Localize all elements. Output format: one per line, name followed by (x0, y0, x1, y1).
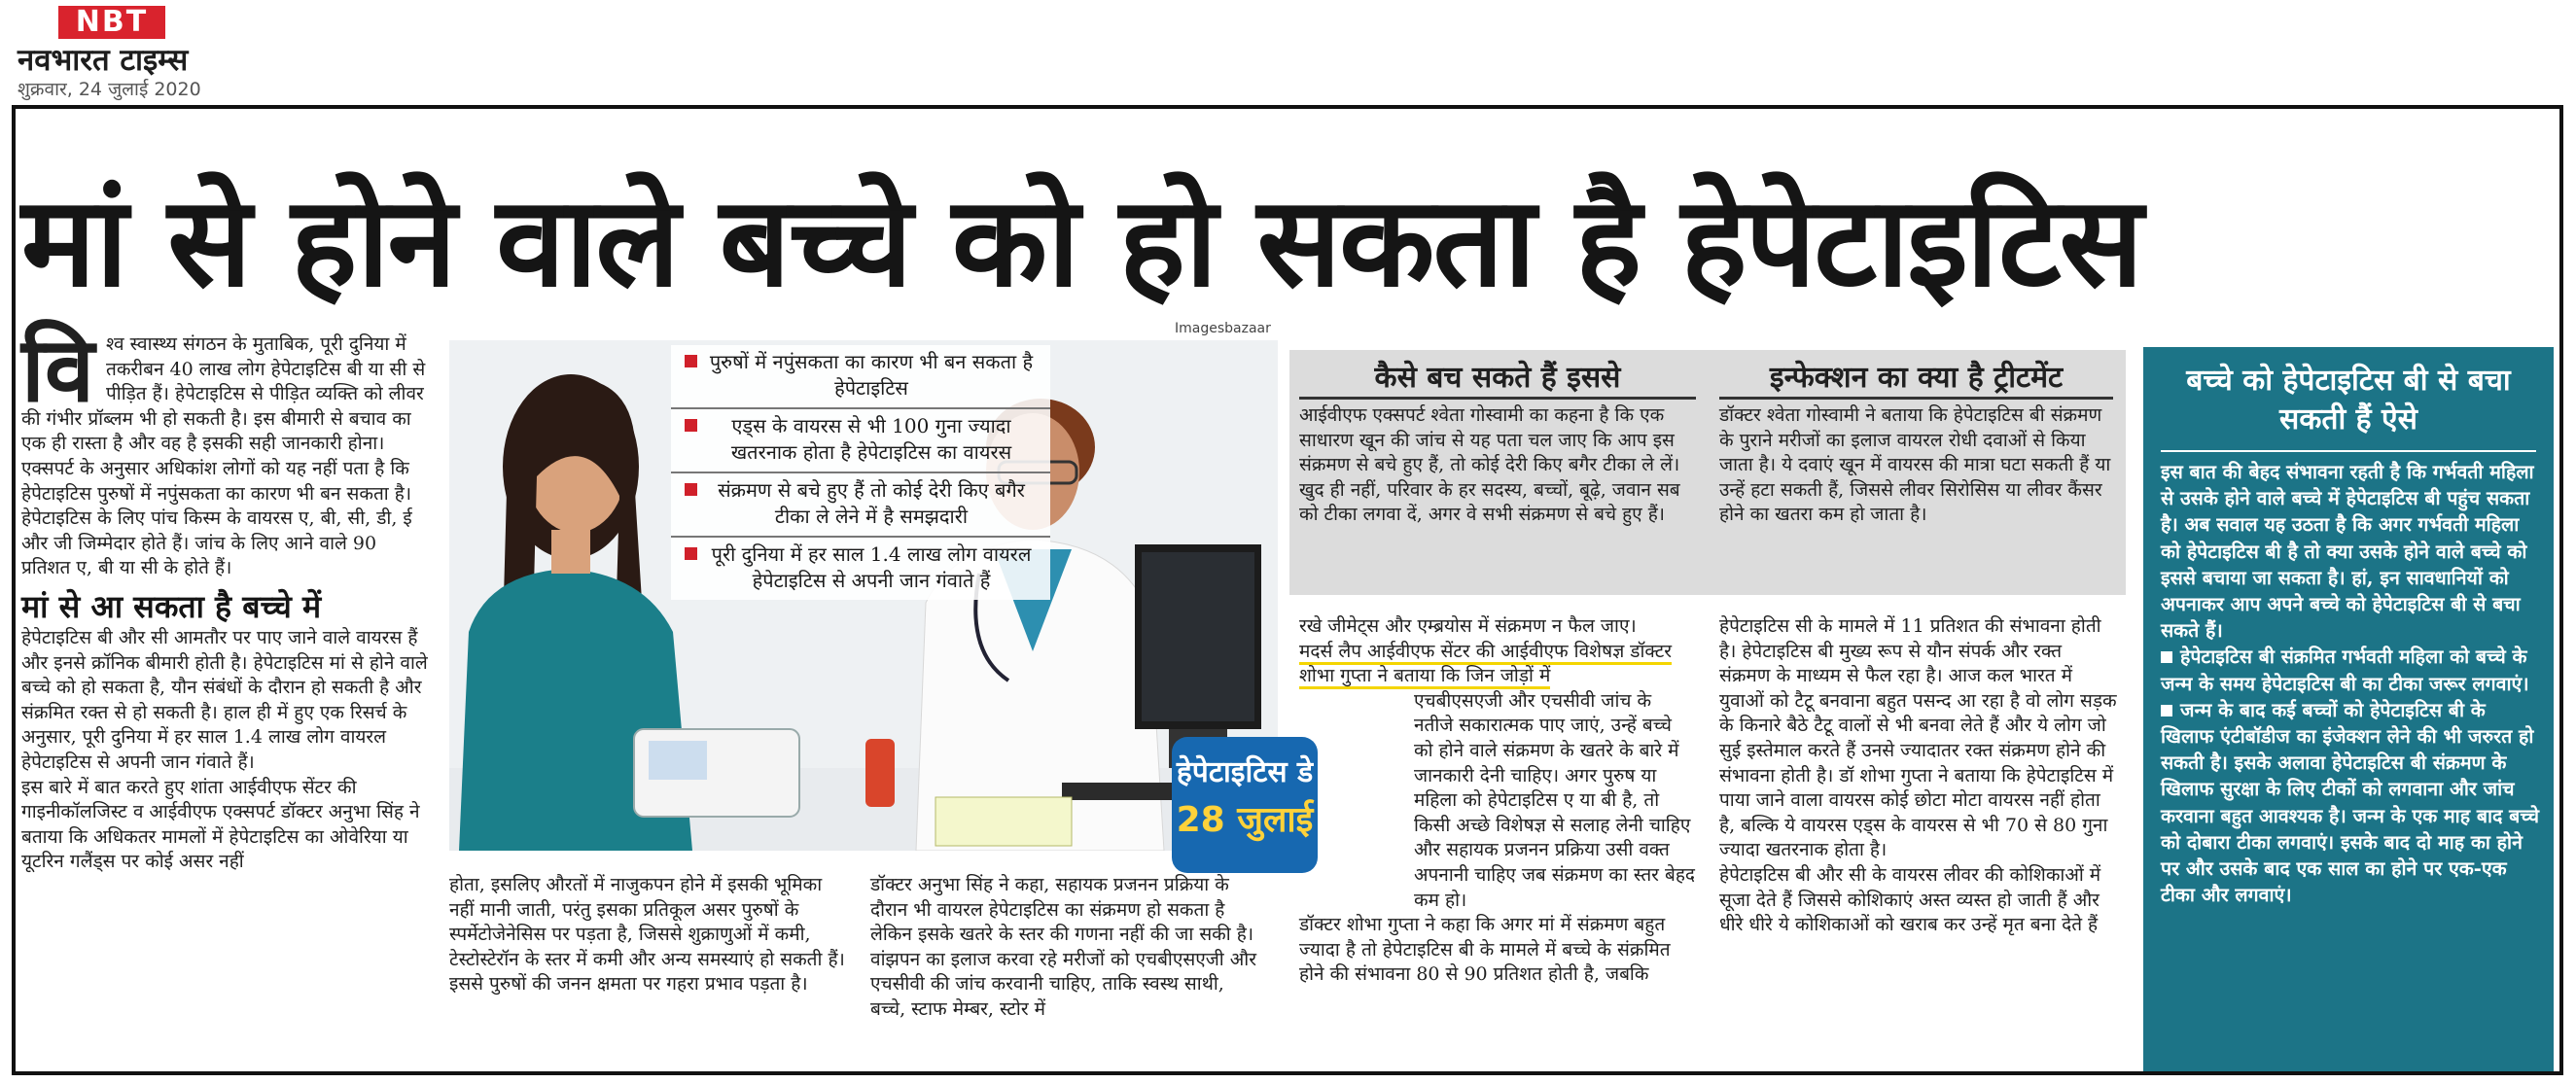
newspaper-name: नवभारत टाइम्स (18, 43, 189, 78)
publication-date: शुक्रवार, 24 जुलाई 2020 (18, 79, 201, 100)
divider (2161, 450, 2536, 452)
red-bullet-icon (685, 355, 697, 367)
nbt-logo: NBT (58, 6, 165, 39)
intro-paragraph: श्व स्वास्थ्य संगठन के मुताबिक, पूरी दुनिया में तकरीबन 40 लाख लोग हेपेटाइटिस बी या सी से पीड़ित हैं। हेपेटाइटिस से पीड़ित व्यक्ति को लीवर की गंभीर प्रॉब्लम भी हो सकती है। इस बीमारी से बचाव का एक ही रास्ता है और वह है इसकी सही जानकारी होना। एक्सपर्ट के अनुसार अधिकांश लोगों को यह नहीं पता है कि हेपेटाइटिस पुरुषों में नपुंसकता का कारण भी बन सकता है। हेपेटाइटिस के लिए पांच किस्म के वायरस ए, बी, सी, डी, ई और जी जिम्मेदार होते हैं। जांच के लिए आने वाले 90 प्रतिशत ए, बी या सी के होते हैं। (21, 333, 426, 579)
body-paragraph: रखे जीमेट्स और एम्ब्रयोस में संक्रमण न फैल जाए। (1299, 615, 1637, 637)
article-headline: मां से होने वाले बच्चे को हो सकता है हेपेटाइटिस (21, 170, 2142, 315)
red-bullet-icon (685, 547, 697, 560)
red-bullet-icon (685, 483, 697, 496)
key-point (671, 538, 1050, 600)
key-point-text: संक्रमण से बचे हुए हैं तो कोई देरी किए बगैर टीका ले लेने में है समझदारी (718, 478, 1025, 528)
column-5 (1719, 614, 2118, 938)
body-paragraph: हेपेटाइटिस सी के मामले में 11 प्रतिशत की संभावना होती है। हेपेटाइटिस बी मुख्य रूप से यौन संपर्क और रक्त संक्रमण के माध्यम से फैल रहा है। आज कल भारत में युवाओं को टैटू बनवाना बहुत पसन्द आ रहा है वो लोग सड़क के किनारे बैठे टैटू वालों से भी बनवा लेते हैं और ये लोग जो सुई इस्तेमाल करते हैं उनसे ज्यादातर रक्त संक्रमण होने की संभावना होती है। डॉ शोभा गुप्ता ने बताया कि हेपेटाइटिस में पाया जाने वाला वायरस कोई छोटा मोटा वायरस नहीं होता है, बल्कि ये वायरस एड्स के वायरस से भी 70 से 80 गुना ज्यादा खतरनाक होता है। (1719, 615, 2117, 861)
column-4 (1299, 614, 1696, 988)
key-point (671, 473, 1050, 538)
body-paragraph: इस बारे में बात करते हुए शांता आईवीएफ सेंटर की गाइनीकॉलजिस्ट व आईवीएफ एक्सपर्ट डॉक्टर अनुभा सिंह ने बताया कि अधिकतर मामलों में हेपेटाइटिस का ओवेरिया या यूटरिन गलैंड्स पर कोई असर नहीं (21, 776, 420, 873)
body-paragraph: एचबीएसएजी और एचसीवी जांच के नतीजे सकारात्मक पाए जाएं, उन्हें बच्चे को होने वाले संक्रमण के खतरे के बारे में जानकारी देनी चाहिए। अगर पुरुष या महिला को हेपेटाइटिस ए या बी है, तो किसी अच्छे विशेषज्ञ से सलाह लेनी चाहिए और सहायक प्रजनन प्रक्रिया उसी वक्त अपनानी चाहिए जब संक्रमण का स्तर बेहद कम हो। (1414, 689, 1695, 911)
teal-bullet-text: जन्म के बाद कई बच्चों को हेपेटाइटिस बी के खिलाफ एंटीबॉडीज का इंजेक्शन लेने की भी जरुरत हो सकती है। इसके अलावा हेपेटाइटिस बी संक्रमण के खिलाफ सुरक्षा के लिए टीकों को लगवाना और जांच करवाना बहुत आवश्यक है। जन्म के एक माह बाद बच्चे को दोबारा टीका लगवाएं। इसके बाद दो माह का होने पर और उसके बाद एक साल का होने पर एक-एक टीका और लगवाएं। (2161, 698, 2540, 907)
column-3 (870, 873, 1264, 1023)
prevention-text: आईवीएफ एक्सपर्ट श्वेता गोस्वामी का कहना है कि एक साधारण खून की जांच से यह पता चल जाए कि आप इस संक्रमण से बचे हुए हैं, तो कोई देरी किए बगैर टीका ले लें। खुद ही नहीं, परिवार के हर सदस्य, बच्चों, बूढ़े, जवान सब को टीका लगवा दें, अगर वे सभी संक्रमण से बचे हुए हैं। (1299, 404, 1680, 526)
teal-bullet-text: हेपेटाइटिस बी संक्रमित गर्भवती महिला को बच्चे के जन्म के समय हेपेटाइटिस बी का टीका जरूर लगवाएं। (2161, 646, 2529, 695)
body-paragraph: हेपेटाइटिस बी और सी के वायरस लीवर की कोशिकाओं में सूजा देते हैं जिससे कोशिकाएं अस्त व्यस्त हो जाती हैं और धीरे धीरे ये कोशिकाओं को खराब कर उन्हें मृत बना देते हैं (1719, 863, 2101, 936)
square-bullet-icon (2161, 705, 2172, 716)
hepatitis-day-label: हेपेटाइटिस डे (1176, 755, 1314, 789)
hepatitis-day-date: 28 जुलाई (1176, 800, 1314, 840)
prevention-section (1299, 362, 1696, 528)
hepatitis-day-badge (1172, 737, 1318, 873)
highlighted-quote (1299, 640, 1696, 689)
prevention-title: कैसे बच सकते हैं इससे (1299, 362, 1696, 400)
treatment-title: इन्फेक्शन का क्या है ट्रीटमेंट (1719, 362, 2113, 400)
baby-protection-text (2161, 459, 2542, 908)
key-point-text: एड्स के वायरस से भी 100 गुना ज्यादा खतरनाक होता है हेपेटाइटिस का वायरस (730, 414, 1012, 464)
body-paragraph: डॉक्टर शोभा गुप्ता ने कहा कि अगर मां में संक्रमण बहुत ज्यादा है तो हेपेटाइटिस बी के मामले में बच्चे के संक्रमित होने की संभावना 80 से 90 प्रतिशत होती है, जबकि (1299, 914, 1671, 986)
key-point-text: पूरी दुनिया में हर साल 1.4 लाख लोग वायरल हेपेटाइटिस से अपनी जान गंवाते हैं (711, 542, 1032, 592)
column-2 (449, 873, 846, 997)
treatment-text: डॉक्टर श्वेता गोस्वामी ने बताया कि हेपेटाइटिस बी संक्रमण के पुराने मरीजों का इलाज वायरल रोधी दवाओं से किया जाता है। ये दवाएं खून में वायरस की मात्रा घटा सकती हैं या उन्हें हटा सकती हैं, जिससे लीवर सिरोसिस या लीवर कैंसर होने का खतरा कम हो जाता है। (1719, 404, 2111, 526)
baby-protection-title: बच्चे को हेपेटाइटिस बी से बचा सकती हैं ऐसे (2186, 364, 2511, 437)
dropcap: वि (21, 318, 94, 422)
column-1 (21, 318, 430, 875)
treatment-section (1719, 362, 2113, 528)
body-paragraph: डॉक्टर अनुभा सिंह ने कहा, सहायक प्रजनन प्रक्रिया के दौरान भी वायरल हेपेटाइटिस का संक्रमण हो सकता है लेकिन इसके खतरे के स्तर की गणना नहीं की जा सकी है। वांझपन का इलाज करवा रहे मरीजों को एचबीएसएजी और एचसीवी की जांच करवानी चाहिए, ताकि स्वस्थ साथी, बच्चे, स्टाफ मेम्बर, स्टोर में (870, 874, 1256, 1020)
key-point (671, 345, 1050, 409)
subhead-mother-to-child: मां से आ सकता है बच्चे में (21, 587, 322, 625)
red-bullet-icon (685, 419, 697, 432)
key-point (671, 409, 1050, 473)
body-paragraph: होता, इसलिए औरतों में नाजुकपन होने में इसकी भूमिका नहीं मानी जाती, परंतु इसका प्रतिकूल असर पुरुषों के स्पर्मेटोजेनेसिस पर पड़ता है, जिससे शुक्राणुओं में कमी, टेस्टोस्टेरॉन के स्तर में कमी और अन्य समस्याएं हो सकती हैं। इससे पुरुषों की जनन क्षमता पर गहरा प्रभाव पड़ता है। (449, 874, 845, 996)
photo-credit: Imagesbazaar (1175, 321, 1271, 336)
square-bullet-icon (2161, 651, 2172, 663)
key-point-text: पुरुषों में नपुंसकता का कारण भी बन सकता है हेपेटाइटिस (709, 350, 1034, 400)
body-paragraph: हेपेटाइटिस बी और सी आमतौर पर पाए जाने वाले वायरस हैं और इनसे क्रॉनिक बीमारी होती है। हेपेटाइटिस मां से होने वाले बच्चे को हो सकता है, यौन संबंधों के दौरान हो सकती है और संक्रमित रक्त से हो सकती है। हाल ही में हुए एक रिसर्च के अनुसार, पूरी दुनिया में हर साल 1.4 लाख लोग वायरल हेपेटाइटिस से अपनी जान गंवाते हैं। (21, 626, 428, 773)
teal-paragraph: इस बात की बेहद संभावना रहती है कि गर्भवती महिला से उसके होने वाले बच्चे में हेपेटाइटिस बी पहुंच सकता है। अब सवाल यह उठता है कि अगर गर्भवती महिला को हेपेटाइटिस बी है तो क्या उसके होने वाले बच्चे को इससे बचाया जा सकता है। हां, इन सावधानियों को अपनाकर आप अपने बच्चे को हेपेटाइटिस बी से बचा सकते हैं। (2161, 461, 2534, 643)
teal-bullet (2161, 644, 2542, 696)
teal-bullet (2161, 697, 2542, 909)
highlight-text: मदर्स लैप आईवीएफ सेंटर की आईवीएफ विशेषज्ञ डॉक्टर शोभा गुप्ता ने बताया कि जिन जोड़ों में (1299, 641, 1672, 690)
key-points-box (671, 345, 1050, 600)
